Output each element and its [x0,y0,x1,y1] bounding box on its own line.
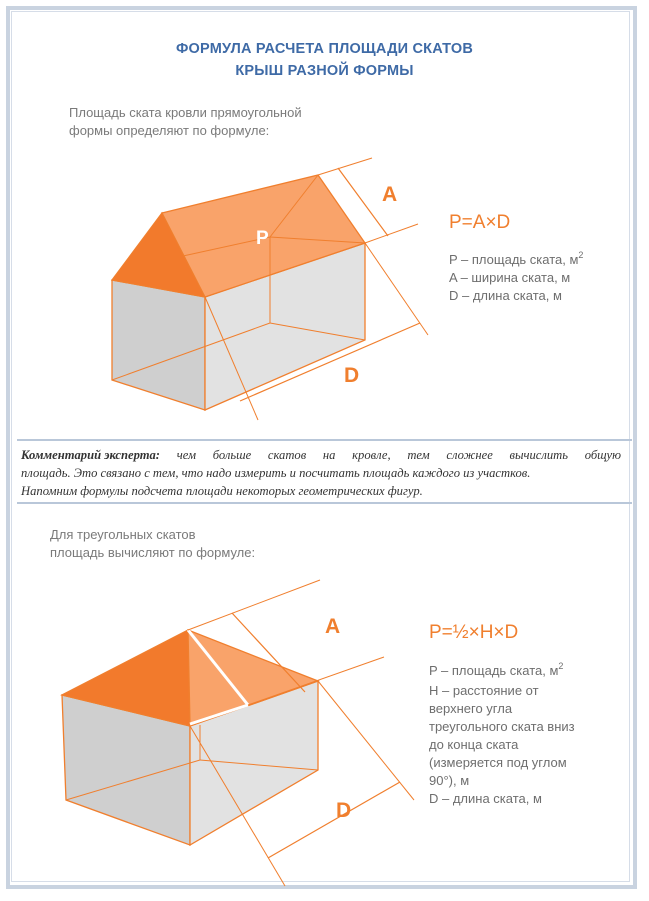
section1-intro-line-2: формы определяют по формуле: [69,123,270,138]
comment-word: чем [176,448,197,462]
label-a: A [382,183,398,206]
comment-word: на [322,448,336,462]
comment-word: кровле, [352,448,391,462]
dimension-d-line [268,782,400,858]
section2-legend-line: 90°), м [429,773,470,788]
legend-p-sup: 2 [558,661,564,671]
label-d: D [344,364,360,387]
section2-legend-line: треугольного ската вниз [429,719,575,734]
page-title-line-1: ФОРМУЛА РАСЧЕТА ПЛОЩАДИ СКАТОВ [175,41,474,57]
dimension-a-ext-top [188,580,320,630]
section2-intro-line-1: Для треугольных скатов [50,527,196,542]
comment-word: вычислить [509,448,568,462]
label-d: D [336,799,352,822]
section1-legend-a: A – ширина ската, м [449,270,571,285]
label-a: A [325,615,341,638]
section2-legend-p [429,662,563,680]
section2-legend-line: H – расстояние от [429,683,539,698]
comment-word: общую [584,448,621,462]
comment-word: больше [212,448,252,462]
legend-p-text: P – площадь ската, м [429,663,559,678]
label-p: P [256,228,269,249]
section2-intro-line-2: площадь вычисляют по формуле: [50,545,256,560]
comment-word: сложнее [446,448,493,462]
comment-label: Комментарий эксперта: [21,448,160,462]
section2-formula: P=½×H×D [429,622,519,643]
comment-word: скатов [267,448,307,462]
section1-legend-d: D – длина ската, м [449,288,562,303]
legend-p-text: P – площадь ската, м [449,252,579,267]
section2-legend-line: (измеряется под углом [429,755,567,770]
section2-legend-line: D – длина ската, м [429,791,542,806]
page-title-line-2: КРЫШ РАЗНОЙ ФОРМЫ [235,63,414,79]
section1-intro-line-1: Площадь ската кровли прямоугольной [69,105,302,120]
section1-formula: P=A×D [449,212,511,233]
comment-word: тем [407,448,430,462]
section2-legend-line: верхнего угла [429,701,513,716]
section2-legend-line: до конца ската [429,737,519,752]
comment-line-3: Напомним формулы подсчета площади некоторых геометрических фигур. [21,484,423,498]
comment-line-2: площадь. Это связано с тем, что надо измерить и посчитать площадь каждого из участков. [21,466,531,480]
legend-p-sup: 2 [578,250,584,260]
